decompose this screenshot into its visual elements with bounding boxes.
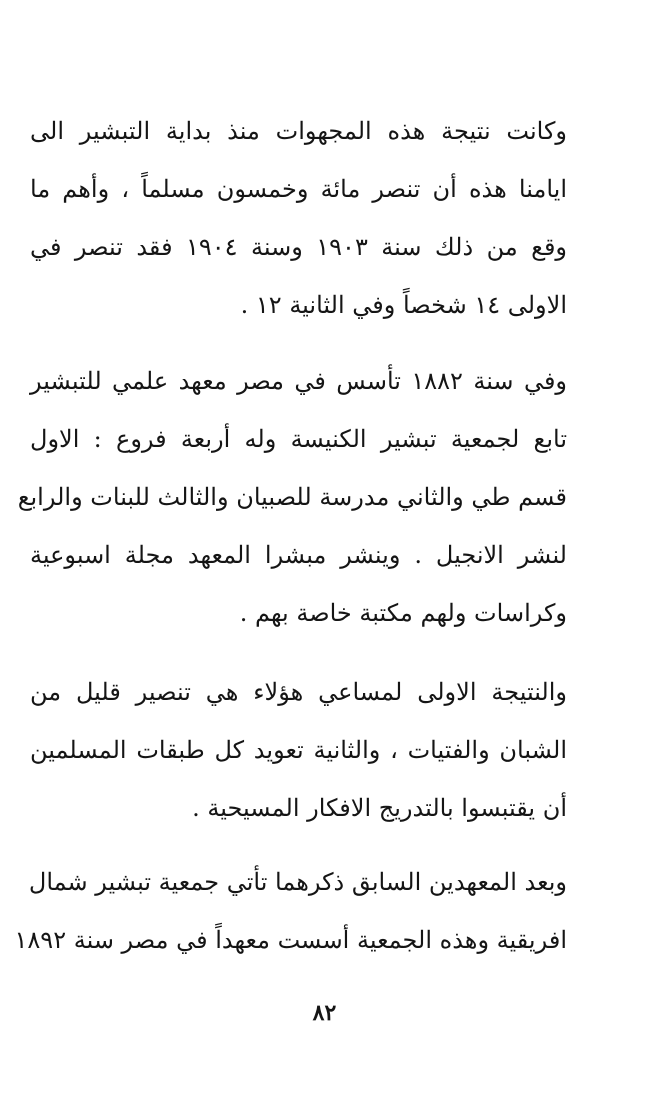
text-line: وبعد المعهدين السابق ذكرهما تأتي جمعية تبشير شمال <box>28 868 567 896</box>
text-line: وكانت نتيجة هذه المجهوات منذ بداية التبشير الى <box>30 117 567 145</box>
text-line: ايامنا هذه أن تنصر مائة وخمسون مسلماً ، وأهم ما <box>30 175 567 203</box>
text-line: وكراسات ولهم مكتبة خاصة بهم . <box>239 599 567 627</box>
text-line: وقع من ذلك سنة ١٩٠٣ وسنة ١٩٠٤ فقد تنصر في <box>30 233 567 261</box>
text-line: الاولى ١٤ شخصاً وفي الثانية ١٢ . <box>240 291 567 319</box>
text-line: والنتيجة الاولى لمساعي هؤلاء هي تنصير قليل من <box>30 678 567 706</box>
page-number: ٨٢ <box>312 1000 337 1026</box>
text-line: افريقية وهذه الجمعية أسست معهداً في مصر سنة ١٨٩٢ <box>14 926 567 954</box>
paragraph-2 <box>17 352 568 642</box>
text-line: قسم طي والثاني مدرسة للصبيان والثالث للبنات والرابع <box>17 483 567 511</box>
text-line: الشبان والفتيات ، والثانية تعويد كل طبقات المسلمين <box>30 736 567 764</box>
text-line: وفي سنة ١٨٨٢ تأسس في مصر معهد علمي للتبشير <box>30 367 568 395</box>
text-line: لنشر الانجيل . وينشر مبشرا المعهد مجلة اسبوعية <box>30 541 567 569</box>
paragraph-1 <box>30 102 567 334</box>
paragraph-4 <box>14 853 567 969</box>
text-line: تابع لجمعية تبشير الكنيسة وله أربعة فروع : الاول <box>30 425 567 453</box>
text-line: أن يقتبسوا بالتدريج الافكار المسيحية . <box>192 794 567 822</box>
paragraph-3 <box>30 663 567 837</box>
